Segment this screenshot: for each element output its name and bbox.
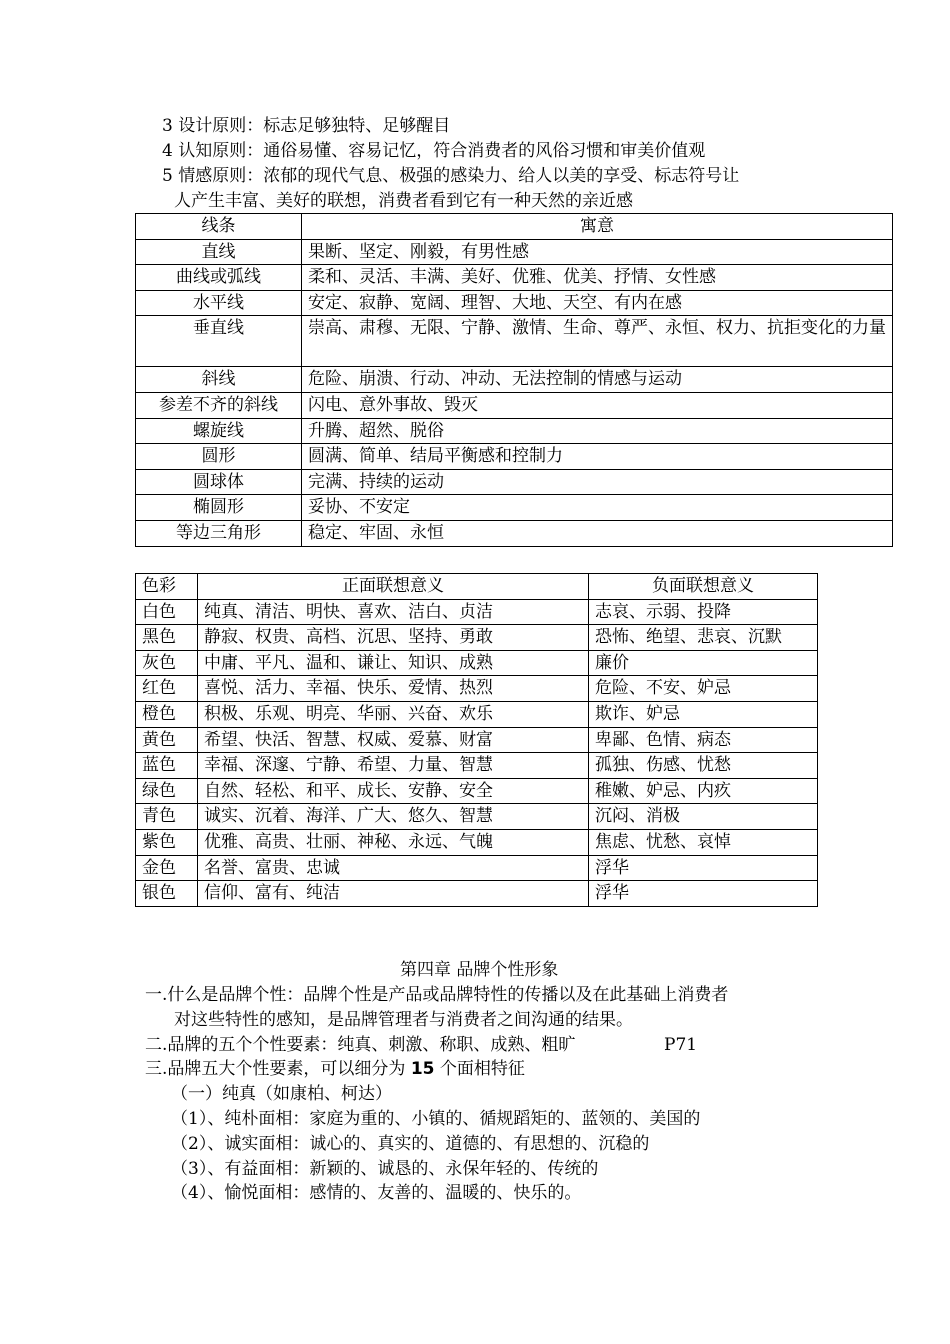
table-row: [136, 265, 893, 291]
table-header-row: [136, 214, 893, 240]
line-meaning: 闪电、意外事故、毁灭: [302, 392, 893, 418]
line-name: 圆形: [136, 444, 302, 470]
positive-meaning: 纯真、清洁、明快、喜欢、洁白、贞洁: [198, 599, 589, 625]
line-meaning: 果断、坚定、刚毅，有男性感: [302, 239, 893, 265]
table-row: [136, 881, 818, 907]
line-name: 圆球体: [136, 469, 302, 495]
table-row: [136, 855, 818, 881]
table-row: [136, 392, 893, 418]
line-meaning: 升腾、超然、脱俗: [302, 418, 893, 444]
principle-5-cont: 人产生丰富、美好的联想，消费者看到它有一种天然的亲近感: [174, 191, 633, 211]
table-row: [136, 418, 893, 444]
color-name: 绿色: [136, 778, 198, 804]
principle-5: 5 情感原则：浓郁的现代气息、极强的感染力、给人以美的享受、标志符号让: [162, 166, 740, 186]
line-name: 斜线: [136, 367, 302, 393]
color-name: 青色: [136, 804, 198, 830]
positive-meaning: 信仰、富有、纯洁: [198, 881, 589, 907]
negative-meaning: 卑鄙、色情、病态: [589, 727, 818, 753]
positive-meaning: 优雅、高贵、壮丽、神秘、永远、气魄: [198, 829, 589, 855]
color-name: 橙色: [136, 701, 198, 727]
color-name: 红色: [136, 676, 198, 702]
line-name: 椭圆形: [136, 495, 302, 521]
negative-meaning: 恐怖、绝望、悲哀、沉默: [589, 625, 818, 651]
table-row: [136, 239, 893, 265]
header-line: 线条: [136, 214, 302, 240]
color-name: 灰色: [136, 650, 198, 676]
table-row: [136, 367, 893, 393]
list-item: （1）、纯朴面相：家庭为重的、小镇的、循规蹈矩的、蓝领的、美国的: [171, 1109, 701, 1129]
table-row: [136, 495, 893, 521]
line-meaning: 危险、崩溃、行动、冲动、无法控制的情感与运动: [302, 367, 893, 393]
positive-meaning: 积极、乐观、明亮、华丽、兴奋、欢乐: [198, 701, 589, 727]
table-row: [136, 625, 818, 651]
table-row: [136, 829, 818, 855]
positive-meaning: 中庸、平凡、温和、谦让、知识、成熟: [198, 650, 589, 676]
negative-meaning: 浮华: [589, 855, 818, 881]
line-name: 垂直线: [136, 316, 302, 367]
section-3-prefix: 三.品牌五大个性要素，可以细分为: [145, 1059, 411, 1079]
line-meaning: 圆满、简单、结局平衡感和控制力: [302, 444, 893, 470]
line-meaning: 妥协、不安定: [302, 495, 893, 521]
table-row: [136, 316, 893, 367]
table-row: [136, 727, 818, 753]
section-3-number: 15: [410, 1059, 435, 1079]
color-name: 蓝色: [136, 753, 198, 779]
color-name: 黑色: [136, 625, 198, 651]
color-association-table: [135, 573, 818, 907]
table-row: [136, 444, 893, 470]
table-row: [136, 778, 818, 804]
line-meaning: 完满、持续的运动: [302, 469, 893, 495]
principle-4: 4 认知原则：通俗易懂、容易记忆，符合消费者的风俗习惯和审美价值观: [162, 141, 706, 161]
negative-meaning: 孤独、伤感、忧愁: [589, 753, 818, 779]
header-positive: 正面联想意义: [198, 574, 589, 600]
line-meaning: 柔和、灵活、丰满、美好、优雅、优美、抒情、女性感: [302, 265, 893, 291]
line-meaning: 安定、寂静、宽阔、理智、大地、天空、有内在感: [302, 290, 893, 316]
line-name: 直线: [136, 239, 302, 265]
positive-meaning: 名誉、富贵、忠诚: [198, 855, 589, 881]
line-name: 螺旋线: [136, 418, 302, 444]
positive-meaning: 静寂、权贵、高档、沉思、坚持、勇敢: [198, 625, 589, 651]
negative-meaning: 欺诈、妒忌: [589, 701, 818, 727]
header-meaning: 寓意: [302, 214, 893, 240]
color-name: 金色: [136, 855, 198, 881]
chapter-title: 第四章 品牌个性形象: [400, 960, 559, 980]
line-name: 曲线或弧线: [136, 265, 302, 291]
line-meaning: 稳定、牢固、永恒: [302, 520, 893, 546]
negative-meaning: 志哀、示弱、投降: [589, 599, 818, 625]
line-name: 参差不齐的斜线: [136, 392, 302, 418]
table-row: [136, 804, 818, 830]
section-3-suffix: 个面相特征: [434, 1059, 525, 1079]
header-negative: 负面联想意义: [589, 574, 818, 600]
positive-meaning: 自然、轻松、和平、成长、安静、安全: [198, 778, 589, 804]
section-1-line-2: 对这些特性的感知，是品牌管理者与消费者之间沟通的结果。: [174, 1010, 633, 1030]
negative-meaning: 浮华: [589, 881, 818, 907]
table-row: [136, 701, 818, 727]
negative-meaning: 稚嫩、妒忌、内疚: [589, 778, 818, 804]
negative-meaning: 沉闷、消极: [589, 804, 818, 830]
section-2: 二.品牌的五个个性要素：纯真、刺激、称职、成熟、粗旷: [145, 1035, 576, 1055]
table-row: [136, 469, 893, 495]
line-name: 水平线: [136, 290, 302, 316]
principle-3: 3 设计原则：标志足够独特、足够醒目: [162, 116, 451, 136]
positive-meaning: 幸福、深邃、宁静、希望、力量、智慧: [198, 753, 589, 779]
color-name: 银色: [136, 881, 198, 907]
table-row: [136, 290, 893, 316]
positive-meaning: 诚实、沉着、海洋、广大、悠久、智慧: [198, 804, 589, 830]
table-row: [136, 650, 818, 676]
subsection-pure: （一）纯真（如康柏、柯达）: [171, 1084, 392, 1104]
line-meaning-table: [135, 213, 893, 547]
color-name: 白色: [136, 599, 198, 625]
negative-meaning: 危险、不安、妒忌: [589, 676, 818, 702]
list-item: （3）、有益面相：新颖的、诚恳的、永保年轻的、传统的: [171, 1159, 599, 1179]
section-1-line-1: 一.什么是品牌个性：品牌个性是产品或品牌特性的传播以及在此基础上消费者: [145, 985, 729, 1005]
line-meaning: 崇高、肃穆、无限、宁静、激情、生命、尊严、永恒、权力、抗拒变化的力量: [302, 316, 893, 367]
table-header-row: [136, 574, 818, 600]
color-name: 黄色: [136, 727, 198, 753]
table-row: [136, 753, 818, 779]
negative-meaning: 廉价: [589, 650, 818, 676]
positive-meaning: 希望、快活、智慧、权威、爱慕、财富: [198, 727, 589, 753]
table-row: [136, 599, 818, 625]
list-item: （2）、诚实面相：诚心的、真实的、道德的、有思想的、沉稳的: [171, 1134, 650, 1154]
page-reference: P71: [664, 1035, 698, 1055]
negative-meaning: 焦虑、忧愁、哀悼: [589, 829, 818, 855]
color-name: 紫色: [136, 829, 198, 855]
list-item: （4）、愉悦面相：感情的、友善的、温暖的、快乐的。: [171, 1183, 582, 1203]
positive-meaning: 喜悦、活力、幸福、快乐、爱情、热烈: [198, 676, 589, 702]
header-color: 色彩: [136, 574, 198, 600]
section-3: [145, 1057, 525, 1081]
line-name: 等边三角形: [136, 520, 302, 546]
table-row: [136, 676, 818, 702]
table-row: [136, 520, 893, 546]
